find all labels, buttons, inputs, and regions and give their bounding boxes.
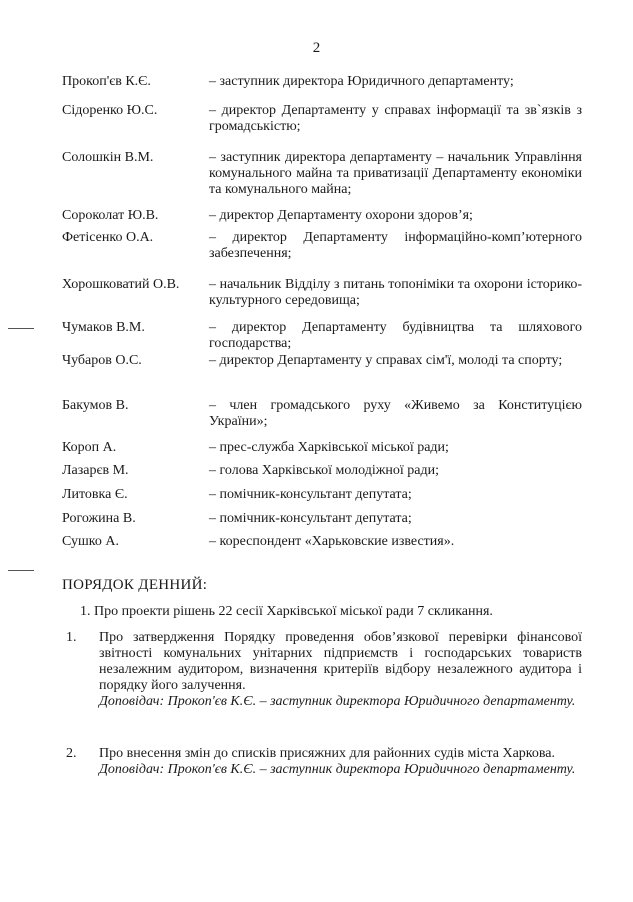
agenda-item-speaker: Доповідач: Прокоп'єв К.Є. – заступник директора Юридичного департаменту. xyxy=(99,694,576,709)
attendee-name: Чумаков В.М. xyxy=(62,320,145,335)
attendee-role: – директор Департаменту у справах інформації та зв`язків з громадськістю; xyxy=(209,103,582,134)
attendee-name: Короп А. xyxy=(62,440,117,455)
attendee-name: Солошкін В.М. xyxy=(62,150,154,165)
agenda-subtitle: 1. Про проекти рішень 22 сесії Харківської міської ради 7 скликання. xyxy=(80,604,493,619)
attendee-name: Прокоп'єв К.Є. xyxy=(62,74,151,89)
attendee-name: Сідоренко Ю.С. xyxy=(62,103,158,118)
attendee-role: – заступник директора Юридичного департаменту; xyxy=(209,74,514,89)
attendee-role: – директор Департаменту охорони здоров’я; xyxy=(209,208,473,223)
agenda-item-number: 1. xyxy=(66,630,77,645)
attendee-role: – голова Харківської молодіжної ради; xyxy=(209,463,440,478)
attendee-name: Бакумов В. xyxy=(62,398,129,413)
attendee-role: – помічник-консультант депутата; xyxy=(209,511,412,526)
attendee-role: – заступник директора департаменту – начальник Управління комунального майна та приватизації Департаменту економіки та комунального майна; xyxy=(209,150,582,197)
agenda-item-text: Про затвердження Порядку проведення обов’язкової перевірки фінансової звітності комунальних унітарних підприємств і господарських товариств незалежним аудитором, визначення критеріїв відбору незалежного аудитора і порядку його залучення. xyxy=(99,630,582,693)
attendee-name: Сороколат Ю.В. xyxy=(62,208,159,223)
attendee-role: – директор Департаменту інформаційно-комп’ютерного забезпечення; xyxy=(209,230,582,261)
attendee-name: Фетісенко О.А. xyxy=(62,230,154,245)
attendee-role: – прес-служба Харківської міської ради; xyxy=(209,440,449,455)
attendee-role: – директор Департаменту будівництва та шляхового господарства; xyxy=(209,320,582,351)
attendee-name: Хорошковатий О.В. xyxy=(62,277,180,292)
attendee-role: – директор Департаменту у справах сім'ї, молоді та спорту; xyxy=(209,353,563,368)
page-number: 2 xyxy=(312,40,321,56)
attendee-name: Сушко А. xyxy=(62,534,119,549)
attendee-name: Лазарєв М. xyxy=(62,463,129,478)
attendee-name: Чубаров О.С. xyxy=(62,353,142,368)
attendee-role: – помічник-консультант депутата; xyxy=(209,487,412,502)
attendee-role: – кореспондент «Харьковские известия». xyxy=(209,534,455,549)
agenda-item-speaker: Доповідач: Прокоп'єв К.Є. – заступник директора Юридичного департаменту. xyxy=(99,762,576,777)
agenda-item-number: 2. xyxy=(66,746,77,761)
margin-mark xyxy=(8,570,34,571)
attendee-name: Литовка Є. xyxy=(62,487,128,502)
agenda-item-text: Про внесення змін до списків присяжних для районних судів міста Харкова. xyxy=(99,746,556,761)
attendee-role: – член громадського руху «Живемо за Конституцією України»; xyxy=(209,398,582,429)
margin-mark xyxy=(8,328,34,329)
attendee-name: Рогожина В. xyxy=(62,511,136,526)
attendee-role: – начальник Відділу з питань топоніміки та охорони історико-культурного середовища; xyxy=(209,277,582,308)
agenda-title: ПОРЯДОК ДЕННИЙ: xyxy=(62,577,208,593)
